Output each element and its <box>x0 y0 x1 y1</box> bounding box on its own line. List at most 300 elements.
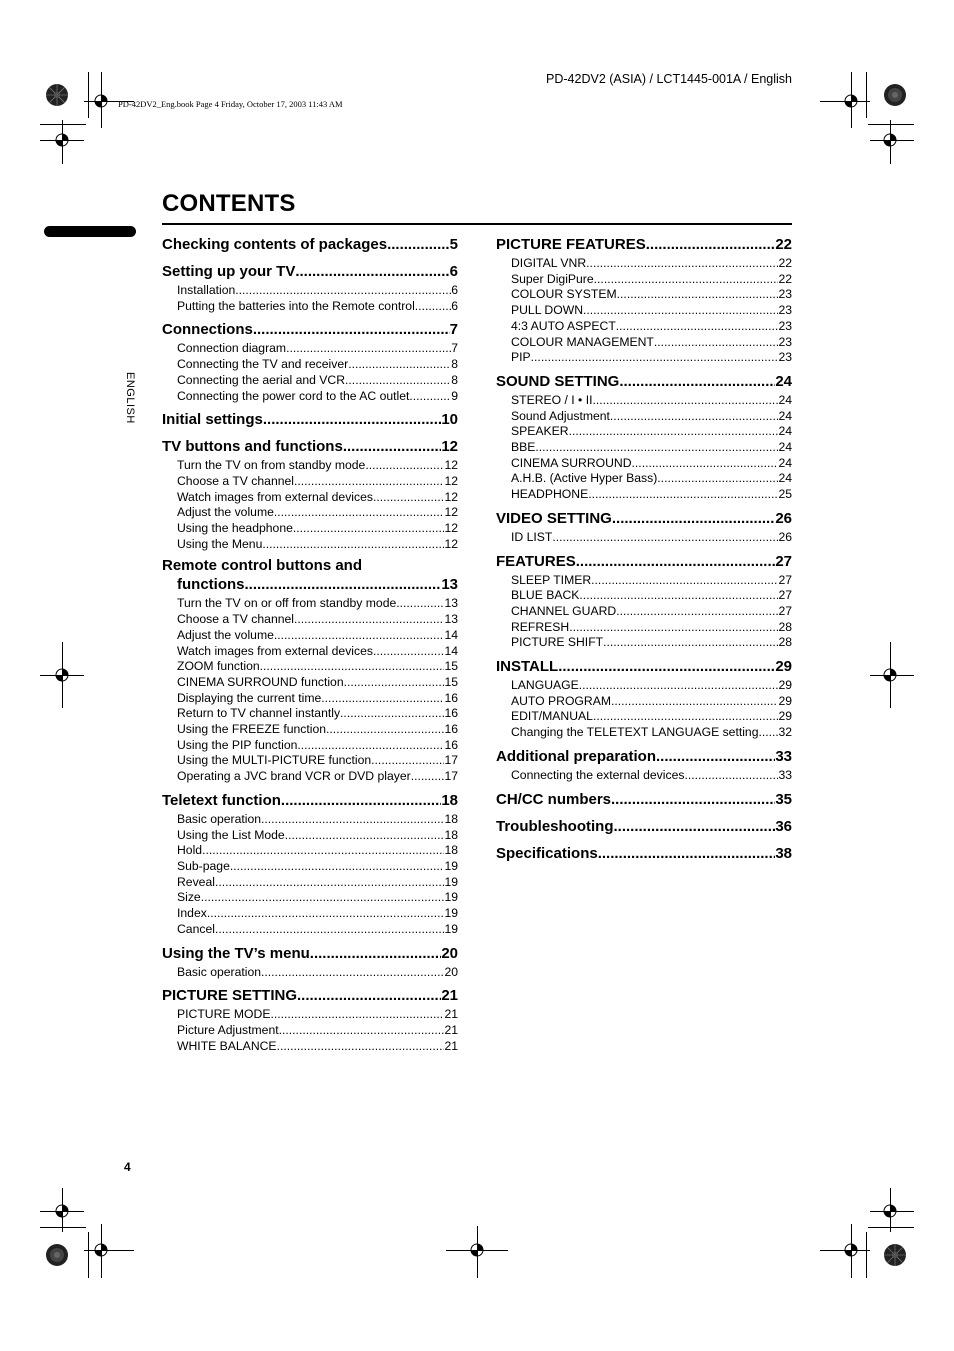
crop-line <box>62 1188 63 1232</box>
toc-subentry[interactable] <box>496 487 792 503</box>
toc-entry-title: Additional preparation <box>496 747 657 765</box>
toc-entry-title: VIDEO SETTING <box>496 509 612 527</box>
toc-page-number: 20 <box>444 964 458 979</box>
toc-entry-title: Hold <box>177 843 203 858</box>
toc-page-number: 10 <box>441 411 458 429</box>
toc-page-number: 15 <box>444 674 458 689</box>
toc-section <box>162 234 458 256</box>
crop-line <box>84 1250 134 1251</box>
toc-subentry[interactable] <box>496 588 792 604</box>
toc-page-number: 6 <box>451 283 458 297</box>
toc-subentry[interactable] <box>162 1007 458 1023</box>
toc-entry-title: Connection diagram <box>177 341 287 356</box>
toc-subentry[interactable] <box>496 678 792 694</box>
toc-section <box>496 843 792 865</box>
toc-page-number: 21 <box>444 1022 458 1037</box>
dot-leader <box>616 604 778 620</box>
toc-entry-title-line1: Remote control buttons and <box>162 557 362 575</box>
toc-section-entry[interactable] <box>162 790 458 812</box>
toc-subentry[interactable] <box>496 287 792 303</box>
toc-section-entry[interactable] <box>496 843 792 865</box>
toc-entry-title: Adjust the volume <box>177 505 274 520</box>
toc-page-number: 12 <box>444 505 458 520</box>
crop-line <box>88 1232 89 1278</box>
toc-page-number: 22 <box>778 256 792 270</box>
dot-leader <box>201 890 445 906</box>
toc-subentry[interactable] <box>496 335 792 351</box>
crop-line <box>62 642 63 708</box>
toc-section <box>162 319 458 404</box>
toc-subentry[interactable] <box>162 722 458 738</box>
dot-leader <box>588 487 778 503</box>
dot-leader <box>286 341 451 357</box>
dot-leader <box>281 790 441 812</box>
toc-subentry[interactable] <box>162 691 458 707</box>
crop-line <box>870 1211 914 1212</box>
toc-subentry[interactable] <box>162 612 458 628</box>
toc-page-number: 12 <box>444 489 458 504</box>
toc-page-number: 26 <box>778 529 792 544</box>
toc-section-entry[interactable] <box>162 319 458 341</box>
dot-leader <box>569 424 779 440</box>
dot-leader <box>409 389 451 405</box>
toc-page-number: 23 <box>778 350 792 365</box>
toc-subentry[interactable] <box>162 906 458 922</box>
toc-section-two-line[interactable] <box>162 557 458 594</box>
toc-entry-title: Teletext function <box>162 791 281 809</box>
toc-page-number: 25 <box>778 487 792 502</box>
toc-page-number: 18 <box>444 827 458 842</box>
toc-subentry[interactable] <box>162 812 458 828</box>
toc-subentry[interactable] <box>162 1039 458 1055</box>
toc-page-number: 12 <box>441 438 458 456</box>
toc-subentry[interactable] <box>496 694 792 710</box>
toc-page-number: 35 <box>775 790 792 808</box>
toc-section-entry[interactable] <box>496 746 792 768</box>
toc-entry-title: Picture Adjustment <box>177 1022 279 1037</box>
toc-subentry[interactable] <box>496 635 792 651</box>
dot-leader <box>415 299 451 315</box>
crop-line <box>868 1227 914 1228</box>
file-info: PD-42DV2_Eng.book Page 4 Friday, October 17, 2003 11:43 AM <box>118 99 343 109</box>
dot-leader <box>619 371 775 393</box>
dot-leader <box>274 505 445 521</box>
registration-disc-icon <box>875 1235 915 1275</box>
toc-entry-title: SLEEP TIMER <box>511 572 592 587</box>
toc-page-number: 8 <box>451 372 458 387</box>
dot-leader <box>654 335 779 351</box>
crop-line <box>88 72 89 118</box>
page-title: CONTENTS <box>162 190 296 217</box>
toc-entry-title: Turn the TV on from standby mode <box>177 458 366 473</box>
dot-leader <box>373 644 444 660</box>
toc-subentry[interactable] <box>162 458 458 474</box>
dot-leader <box>591 573 778 589</box>
toc-subentry[interactable] <box>162 875 458 891</box>
toc-page-number: 24 <box>778 455 792 470</box>
dot-leader <box>230 859 445 875</box>
dot-leader <box>274 628 445 644</box>
toc-page-number: 21 <box>444 1038 458 1053</box>
toc-subentry[interactable] <box>496 409 792 425</box>
toc-subentry[interactable] <box>162 505 458 521</box>
toc-subentry[interactable] <box>162 490 458 506</box>
toc-entry-title: TV buttons and functions <box>162 438 343 456</box>
toc-section <box>496 746 792 784</box>
toc-page-number: 22 <box>778 271 792 286</box>
toc-subentry[interactable] <box>162 341 458 357</box>
crop-line <box>851 72 852 128</box>
toc-entry-title: Using the MULTI-PICTURE function <box>177 753 372 768</box>
toc-page-number: 6 <box>451 298 458 313</box>
toc-subentry[interactable] <box>496 530 792 546</box>
toc-entry-title: Initial settings <box>162 411 263 429</box>
toc-subentry[interactable] <box>162 828 458 844</box>
toc-entry-title: PIP <box>511 350 531 365</box>
toc-subentry[interactable] <box>162 357 458 373</box>
dot-leader <box>594 272 779 288</box>
dot-leader <box>617 287 779 303</box>
toc-subentry[interactable] <box>162 738 458 754</box>
toc-entry-title: Size <box>177 890 201 905</box>
toc-entry-title: Turn the TV on or off from standby mode <box>177 596 397 611</box>
toc-entry-title: CHANNEL GUARD <box>511 603 617 618</box>
toc-page-number: 9 <box>451 388 458 403</box>
toc-page-number: 24 <box>778 392 792 407</box>
toc-section <box>496 234 792 366</box>
toc-subentry[interactable] <box>496 768 792 784</box>
toc-entry-title: WHITE BALANCE <box>177 1038 277 1053</box>
toc-page-number: 13 <box>441 576 458 594</box>
toc-page-number: 28 <box>778 635 792 650</box>
toc-section-entry[interactable] <box>496 551 792 573</box>
toc-entry-title: PICTURE SETTING <box>162 987 298 1005</box>
toc-section-entry[interactable] <box>162 234 458 256</box>
toc-subentry[interactable] <box>162 628 458 644</box>
toc-page-number: 26 <box>775 509 792 527</box>
toc-entry-title: Basic operation <box>177 964 262 979</box>
toc-page-number: 19 <box>444 906 458 921</box>
dot-leader <box>277 1039 445 1055</box>
toc-entry-title: EDIT/MANUAL <box>511 709 593 724</box>
toc-section-entry[interactable] <box>496 371 792 393</box>
dot-leader <box>293 521 445 537</box>
toc-section-entry[interactable] <box>162 575 458 594</box>
toc-entry-title: Cancel <box>177 921 215 936</box>
registration-disc-icon <box>37 1235 77 1275</box>
dot-leader <box>270 1007 444 1023</box>
toc-page-number: 20 <box>441 944 458 962</box>
toc-entry-title: Checking contents of packages <box>162 236 388 253</box>
toc-entry-title: INSTALL <box>496 658 559 676</box>
toc-page-number: 12 <box>444 473 458 488</box>
toc-section-entry[interactable] <box>162 985 458 1007</box>
page-number: 4 <box>124 1160 131 1174</box>
dot-leader <box>387 234 450 256</box>
dot-leader <box>373 490 444 506</box>
toc-page-number: 28 <box>778 619 792 634</box>
toc-page-number: 29 <box>775 658 792 676</box>
toc-entry-title: Connecting the power cord to the AC outlet <box>177 388 410 403</box>
dot-leader <box>371 753 444 769</box>
toc-entry-title: AUTO PROGRAM <box>511 693 611 708</box>
toc-page-number: 15 <box>444 659 458 674</box>
toc-entry-title: SOUND SETTING <box>496 372 620 390</box>
dot-leader <box>535 440 778 456</box>
toc-page-number: 24 <box>775 372 792 390</box>
toc-section-entry[interactable] <box>496 656 792 678</box>
toc-page-number: 23 <box>778 334 792 349</box>
toc-page-number: 16 <box>444 737 458 752</box>
toc-page-number: 13 <box>444 612 458 627</box>
toc-entry-title: REFRESH <box>511 619 570 634</box>
toc-section-entry[interactable] <box>496 816 792 838</box>
toc-entry-title: Putting the batteries into the Remote control <box>177 298 415 313</box>
toc-subentry[interactable] <box>162 299 458 315</box>
toc-subentry[interactable] <box>162 843 458 859</box>
dot-leader <box>326 722 444 738</box>
toc-subentry[interactable] <box>162 659 458 675</box>
toc-subentry[interactable] <box>496 393 792 409</box>
dot-leader <box>583 303 778 319</box>
dot-leader <box>586 256 778 272</box>
dot-leader <box>616 319 779 335</box>
toc-subentry[interactable] <box>162 283 458 299</box>
toc-subentry[interactable] <box>162 596 458 612</box>
toc-subentry[interactable] <box>496 456 792 472</box>
toc-subentry[interactable] <box>496 256 792 272</box>
toc-page-number: 18 <box>441 791 458 809</box>
toc-subentry[interactable] <box>162 859 458 875</box>
toc-section <box>496 371 792 503</box>
toc-entry-title: Watch images from external devices <box>177 489 373 504</box>
toc-subentry[interactable] <box>162 1023 458 1039</box>
toc-entry-title: Return to TV channel instantly <box>177 706 341 721</box>
registration-disc-icon <box>37 75 77 115</box>
toc-subentry[interactable] <box>496 471 792 487</box>
toc-subentry[interactable] <box>162 965 458 981</box>
crop-line <box>890 1188 891 1232</box>
toc-page-number: 7 <box>451 341 458 356</box>
dot-leader <box>646 234 776 256</box>
toc-subentry[interactable] <box>162 474 458 490</box>
toc-subentry[interactable] <box>496 709 792 725</box>
dot-leader <box>261 812 444 828</box>
toc-subentry[interactable] <box>162 675 458 691</box>
toc-page-number: 19 <box>444 874 458 889</box>
toc-subentry[interactable] <box>162 890 458 906</box>
crop-line <box>890 120 891 164</box>
toc-entry-title: Operating a JVC brand VCR or DVD player <box>177 769 411 784</box>
dot-leader <box>531 350 779 366</box>
crop-line <box>40 124 86 125</box>
toc-page-number: 5 <box>449 236 458 253</box>
toc-section-entry[interactable] <box>496 789 792 811</box>
dot-leader <box>279 1023 445 1039</box>
dot-leader <box>215 875 445 891</box>
toc-page-number: 19 <box>444 890 458 905</box>
toc-section <box>162 943 458 981</box>
toc-entry-title: Sub-page <box>177 858 230 873</box>
toc-subentry[interactable] <box>162 769 458 785</box>
toc-page-number: 19 <box>444 921 458 936</box>
toc-subentry[interactable] <box>162 644 458 660</box>
dot-leader <box>592 393 778 409</box>
dot-leader <box>558 656 775 678</box>
toc-subentry[interactable] <box>162 753 458 769</box>
toc-entry-title: Using the TV’s menu <box>162 944 310 962</box>
toc-subentry[interactable] <box>162 706 458 722</box>
toc-entry-title: Adjust the volume <box>177 627 274 642</box>
dot-leader <box>262 537 444 553</box>
toc-entry-title: Reveal <box>177 874 215 889</box>
dot-leader <box>285 828 445 844</box>
toc-entry-title: Setting up your TV <box>162 263 296 280</box>
toc-entry-title: Connecting the TV and receiver <box>177 357 349 372</box>
dot-leader <box>365 458 444 474</box>
toc-section-entry[interactable] <box>162 436 458 458</box>
toc-section-entry[interactable] <box>496 508 792 530</box>
toc-page-number: 17 <box>444 753 458 768</box>
toc-section <box>496 508 792 546</box>
registration-disc-icon <box>875 75 915 115</box>
toc-page-number: 16 <box>444 706 458 721</box>
dot-leader <box>552 530 778 546</box>
dot-leader <box>593 709 778 725</box>
toc-page-number: 18 <box>444 811 458 826</box>
toc-entry-title: Connections <box>162 321 253 339</box>
toc-entry-title: ZOOM function <box>177 659 260 674</box>
toc-entry-title: Super DigiPure <box>511 271 594 286</box>
toc-right-column <box>496 234 792 870</box>
toc-entry-title: PULL DOWN <box>511 303 584 318</box>
language-tab-marker <box>44 226 136 237</box>
toc-entry-title: A.H.B. (Active Hyper Bass) <box>511 471 658 486</box>
toc-page-number: 23 <box>778 318 792 333</box>
toc-subentry[interactable] <box>496 604 792 620</box>
dot-leader <box>579 588 778 604</box>
toc-subentry[interactable] <box>162 389 458 405</box>
toc-entry-title: BBE <box>511 440 536 455</box>
dot-leader <box>310 943 442 965</box>
toc-subentry[interactable] <box>496 620 792 636</box>
toc-entry-title: FEATURES <box>496 552 576 570</box>
dot-leader <box>343 436 441 458</box>
toc-entry-title: DIGITAL VNR <box>511 256 587 270</box>
dot-leader <box>611 694 778 710</box>
toc-page-number: 12 <box>444 521 458 536</box>
toc-entry-title: Using the FREEZE function <box>177 722 327 737</box>
toc-page-number: 29 <box>778 693 792 708</box>
crop-line <box>851 1224 852 1278</box>
crop-line <box>820 101 870 102</box>
toc-page-number: 16 <box>444 722 458 737</box>
toc-page-number: 14 <box>444 627 458 642</box>
toc-page-number: 22 <box>775 236 792 253</box>
toc-subentry[interactable] <box>496 424 792 440</box>
toc-subentry[interactable] <box>496 272 792 288</box>
toc-section-entry[interactable] <box>162 261 458 283</box>
dot-leader <box>202 843 444 859</box>
dot-leader <box>253 319 450 341</box>
toc-entry-title: ID LIST <box>511 529 553 544</box>
crop-line <box>101 1224 102 1278</box>
dot-leader <box>610 409 779 425</box>
toc-subentry[interactable] <box>496 725 792 741</box>
toc-page-number: 36 <box>775 817 792 835</box>
toc-subentry[interactable] <box>162 537 458 553</box>
dot-leader <box>684 768 778 784</box>
toc-subentry[interactable] <box>162 521 458 537</box>
crop-line <box>477 1226 478 1278</box>
dot-leader <box>207 906 445 922</box>
toc-page-number: 18 <box>444 843 458 858</box>
toc-entry-title: Using the PIP function <box>177 737 298 752</box>
toc-entry-title: Connecting the external devices <box>511 767 685 782</box>
toc-entry-title: LANGUAGE <box>511 678 579 693</box>
toc-section <box>496 816 792 838</box>
dot-leader <box>297 985 441 1007</box>
toc-entry-title: BLUE BACK <box>511 588 580 603</box>
toc-entry-title: COLOUR MANAGEMENT <box>511 334 654 349</box>
toc-left-column <box>162 234 458 1059</box>
toc-entry-title: PICTURE FEATURES <box>496 236 646 253</box>
toc-subentry[interactable] <box>496 573 792 589</box>
toc-section <box>162 261 458 314</box>
toc-entry-title: Troubleshooting <box>496 817 614 835</box>
toc-section <box>162 790 458 938</box>
dot-leader <box>576 551 776 573</box>
toc-page-number: 7 <box>449 321 458 339</box>
dot-leader <box>611 789 775 811</box>
dot-leader <box>348 357 451 373</box>
toc-page-number: 27 <box>778 572 792 587</box>
toc-page-number: 32 <box>778 725 792 740</box>
toc-entry-title: COLOUR SYSTEM <box>511 287 617 302</box>
toc-entry-title: Using the Menu <box>177 536 263 551</box>
toc-page-number: 24 <box>778 471 792 486</box>
toc-section-entry[interactable] <box>496 234 792 256</box>
toc-section-entry[interactable] <box>162 943 458 965</box>
dot-leader <box>411 769 445 785</box>
dot-leader <box>297 738 444 754</box>
toc-subentry[interactable] <box>496 319 792 335</box>
crop-line <box>870 675 914 676</box>
toc-entry-title: Choose a TV channel <box>177 612 294 627</box>
dot-leader <box>614 816 776 838</box>
toc-page-number: 27 <box>778 603 792 618</box>
toc-page-number: 13 <box>444 596 458 611</box>
toc-entry-title: CINEMA SURROUND function <box>177 674 344 689</box>
toc-page-number: 17 <box>444 769 458 784</box>
toc-subentry[interactable] <box>496 350 792 366</box>
toc-subentry[interactable] <box>162 922 458 938</box>
toc-entry-title: Using the List Mode <box>177 827 285 842</box>
toc-entry-title: Index <box>177 906 207 921</box>
dot-leader <box>294 474 444 490</box>
dot-leader <box>656 746 775 768</box>
crop-line <box>870 140 914 141</box>
dot-leader <box>215 922 445 938</box>
toc-section-entry[interactable] <box>162 409 458 431</box>
toc-entry-title: CH/CC numbers <box>496 790 612 808</box>
toc-subentry[interactable] <box>162 373 458 389</box>
toc-subentry[interactable] <box>496 440 792 456</box>
toc-subentry[interactable] <box>496 303 792 319</box>
dot-leader <box>245 575 442 594</box>
dot-leader <box>569 620 778 636</box>
dot-leader <box>345 373 451 389</box>
